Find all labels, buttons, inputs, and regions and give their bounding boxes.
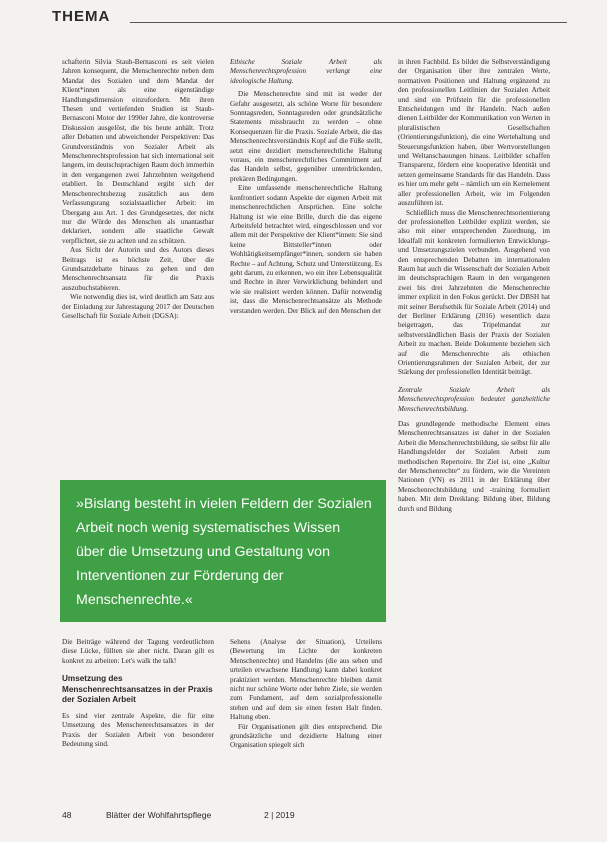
paragraph: in ihren Fachbild. Es bildet die Selbstverständigung der Organisation über ihre zentralen Werte, normativen Positionen und Haltung ergänzend zu den professionellen Leitlinien der Sozialen Arbeit und sind ein Prüfstein für die professionellen Entscheidungen und ihr Handeln. Nach außen dienen Leitbilder der Kommunikation von Werten in pluralistischen Gesellschaften (Orientierungsfunktion), die eine Wertehaltung und Steuerungsfunktion haben, über Wertvorstellungen und Weltanschauungen hinaus. Leitbilder schaffen Transparenz, fördern eine kooperative Identität und setzen gemeinsame Standards für das Handeln. Dass es hier um mehr geht – nämlich um ein Kernelement aller professionellen Arbeit, wie im Folgenden auszuführen ist. [398, 58, 550, 208]
column-3 [398, 58, 550, 800]
lead-statement: Ethische Soziale Arbeit als Menschenrechtsprofession verlangt eine ideologische Haltung. [230, 58, 382, 85]
paragraph: Schließlich muss die Menschenrechtsorientierung der professionellen Leitbilder explizit werden, sie also mit einer entsprechenden Zuordnung, im Idealfall mit konkreten formulierten Entwicklungs- und Umsetzungszielen verbunden. Ausgehend von den entsprechenden Debatten im internationalen Raum hat auch die Wissenschaft der Sozialen Arbeit im deutschsprachigen Raum in den vergangenen zwei bis drei Jahrzehnten die Menschenrechte immer explizit in den Fokus gerückt. Der DBSH hat mit seiner Berufsethik für Soziale Arbeit (2014) und der Berliner Erklärung (2016) wesentlich dazu beigetragen, das Tripelmandat zur selbstverständlichen Basis der Praxis der Sozialen Arbeit zu machen. Beide Dokumente beziehen sich auf die Menschenrechte als ethischen Orientierungsrahmen der Sozialen Arbeit, der zur Stärkung der professionellen Identität beiträgt. [398, 208, 550, 377]
paragraph: schafterin Silvia Staub-Bernasconi es seit vielen Jahren konsequent, die Menschenrechte neben dem Mandat des Sozialen und dem Mandat der Klient*innen als eine eigenständige Handlungsdimension einzufordern. Mit ihren Thesen und vertiefenden Studien ist Staub-Bernasconi Motor der 1990er Jahre, die kontroverse Diskussion ausgelöst, die bis heute anhält. Trotz aller Debatten und abweichender Perspektiven: Das Grundverständnis von Sozialer Arbeit als Menschenrechtsprofession hat sich international seit langem, im deutschsprachigen Raum doch immerhin in den vergangenen zwei Jahrzehnten weitgehend etabliert. In Deutschland ergibt sich der Menschenrechtsbezug zusätzlich aus dem Verfassungsrang sozialstaatlicher Arbeit: im Übergang aus Art. 1 des Grundgesetzes, der nicht nur die Würde des Menschen als unantastbar deklariert, sondern alle staatliche Gewalt verpflichtet, sie zu achten und zu schützen. [62, 58, 214, 245]
lead-statement: Zentrale Soziale Arbeit als Menschenrechtsprofession bedeutet ganzheitliche Menschenrechtsbildung. [398, 385, 550, 413]
subheading: Umsetzung des Menschenrechtsansatzes in der Praxis der Sozialen Arbeit [62, 674, 213, 705]
paragraph: Die Beiträge während der Tagung verdeutlichten diese Lücke, füllten sie aber nicht. Daran gilt es konkret zu arbeiten: Let's walk the talk! [62, 638, 214, 665]
page-footer [62, 810, 550, 824]
section-title: THEMA [52, 8, 111, 25]
paragraph: Die Menschenrechte sind mit ist weder der Gefahr ausgesetzt, als schöne Worte für besondere Sonntagsreden, Sonntagsreden oder grundsätzliche Statements missbraucht zu werden – ohne Konsequenzen für die Praxis. Soziale Arbeit, die das Menschenrechtsverständnis Kopf auf die Füße stellt, setzt eine dezidiert menschenrechtliche Haltung voraus, ein menschenrechtliches Commitment auf das Handeln selbst, gegenüber unterdrückenden, prekären Bedingungen. [230, 90, 382, 183]
paragraph: Für Organisationen gilt dies entsprechend. Die grundsätzliche und dezidierte Haltung einer Organisation spiegelt sich [230, 722, 382, 750]
header-rule [130, 22, 567, 23]
paragraph: Es sind vier zentrale Aspekte, die für eine Umsetzung des Menschenrechtsansatzes in der Praxis der Sozialen Arbeit von besonderer Bedeutung sind. [62, 711, 214, 748]
paragraph: Das grundlegende methodische Element eines Menschenrechtsansatzes ist daher in der Sozialen Arbeit die Menschenrechtsbildung, sie selbst für alle Handlungsfelder der Sozialen Arbeit zum methodischen Repertoire. Ihr Ziel ist, eine „Kultur der Menschenrechte“ zu fördern, wie die Vereinten Nationen (VN) es 2011 in der Erklärung über Menschenrechtsbildung und -training formuliert haben. Mit dem Dreiklang: Bildung über, Bildung durch und Bildung [398, 420, 550, 513]
paragraph: Aus Sicht der Autorin und des Autors dieses Beitrags ist es höchste Zeit, über die Grundsatzdebatte hinaus zu gehen und den Menschenrechtsansatz für die Praxis auszubuchstabieren. [62, 246, 214, 292]
pull-quote-text: »Bislang besteht in vielen Feldern der Sozialen Arbeit noch wenig systematisches Wissen über die Umsetzung und Gestaltung von Interventionen zur Förderung der Menschenrechte.« [76, 496, 372, 608]
section-header [52, 8, 567, 30]
column-2-bottom [230, 638, 382, 808]
issue-number: 2 | 2019 [264, 810, 295, 820]
column-1-bottom [62, 638, 214, 798]
magazine-name: Blätter der Wohlfahrtspflege [106, 810, 212, 820]
paragraph: Eine umfassende menschenrechtliche Haltung konfrontiert sodann Aspekte der eigenen Arbeit mit menschenrechtlichen Ansprüchen. Eine solche Haltung ist wie eine Brille, durch die das eigene Arbeitsfeld betrachtet wird, eingeschlossen und vor allem mit der Perspektive der Klient*innen: Sie sind keine Bittsteller*innen oder Wohltätigkeitsempfänger*innen, sondern sie haben Rechte – auf Achtung, Schutz und Unterstützung. Es geht darum, zu erkennen, wo ein ihre Lebensqualität und Rechte in ihrer Verwirklichung behindert und wie sie realisiert werden können. Dafür notwendig ist, dass die Menschenrechtsansätze als Methode verstanden werden. Der Blick auf den Menschen der [230, 184, 382, 315]
pull-quote [60, 480, 386, 622]
paragraph: Sehens (Analyse der Situation), Urteilens (Bewertung im Lichte der konkreten Menschenrechte) und Handelns (die aus sehen und urteilen erwachsene Handlung) kann dabei konkret praktiziert werden. Menschenrechte bleiben damit nicht nur schöne Worte oder hehre Ziele, sie werden zum Fundament, auf dem sozialprofessionelle stehen und auf dem sie einen festen Halt finden. Haltung eben. [230, 638, 382, 722]
column-2-top [230, 58, 382, 470]
page-number: 48 [62, 810, 72, 820]
paragraph: Wie notwendig dies ist, wird deutlich am Satz aus der Einladung zur Jahrestagung 2017 der Deutschen Gesellschaft für Soziale Arbeit (DGSA): [62, 293, 214, 320]
column-1-top [62, 58, 214, 470]
